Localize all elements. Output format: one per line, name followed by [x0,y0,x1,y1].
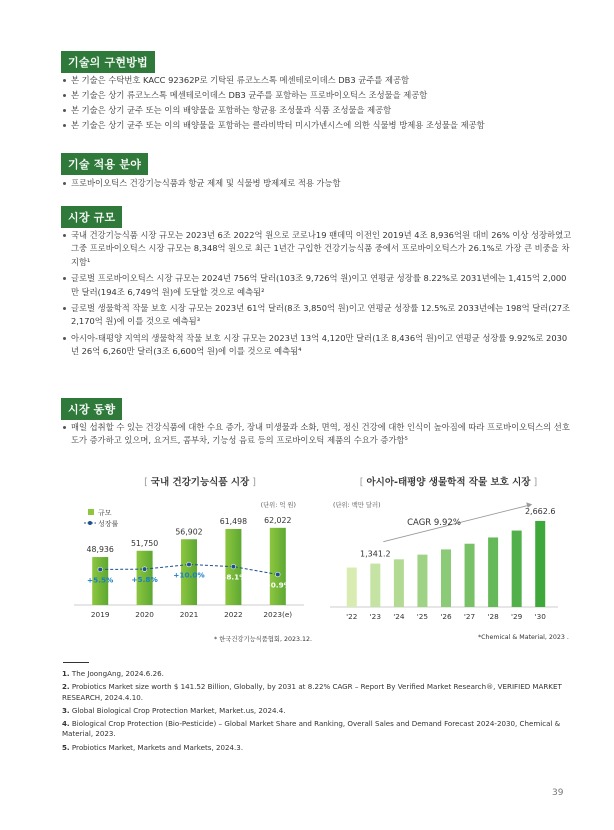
chart1-x-tick-label: 2020 [135,610,154,619]
method-bullet: 본 기술은 상기 균주 또는 이의 배양물을 포함하는 클라비박터 미시가넨시스에 의한 식물병 방제용 조성물을 제공함 [62,119,572,132]
chart2-title: [ 아시아-태평양 생물학적 작물 보호 시장 ] [359,477,538,488]
chart1-title: [ 국내 건강기능식품 시장 ] [144,477,256,488]
chart2-x-tick-label: '22 [346,612,358,621]
chart1-bar-value-label: 61,498 [219,516,248,526]
chart1-growth-point [231,564,236,569]
chart1-x-tick-label: 2019 [90,610,110,619]
section-heading-application: 기술 적용 분야 [61,153,148,175]
chart1-legend-line-dot [88,521,92,525]
footnote-item: 4. Biological Crop Protection (Bio-Pesticide) – Global Market Share and Ranking, Overall Sales and Demand Forecast 2024-2030, Chemical & Material, 2023. [62,718,561,739]
chart1-bar-value-label: 62,022 [264,515,292,525]
chart1-legend-bar-swatch [88,509,94,515]
chart1-bar [270,528,286,605]
chart2-bar [488,537,498,607]
chart2-bar-value-label: 1,341.2 [360,549,391,559]
footnote-item: 1. The JoongAng, 2024.6.26. [62,669,164,678]
chart1-growth-label: +10.0% [173,570,205,580]
footnote-item: 5. Probiotics Market, Markets and Markets, 2024.3. [62,742,244,752]
section-heading-trend: 시장 동향 [61,398,122,420]
chart2-bar [535,521,545,607]
chart1-growth-label: +5.5% [87,575,114,585]
chart1-growth-label: +0.9% [264,580,291,590]
market-size-bullet: 글로벌 프로바이오틱스 시장 규모는 2024년 756억 달러(103조 9,726억 원)이고 연평균 성장률 8.22%로 2031년에는 1,415억 2,000만 달러(194조 6,749억 원)에 도달할 것으로 예측됨² [62,272,572,299]
market-size-bullet: 글로벌 생물학적 작물 보호 시장 규모는 2023년 61억 달러(8조 3,850억 원)이고 연평균 성장률 12.5%로 2033년에는 198억 달러(27조 2,170억 원)에 이를 것으로 예측됨³ [62,302,572,329]
section-heading-market-size: 시장 규모 [61,206,122,228]
chart2-title-text: 아시아-태평양 생물학적 작물 보호 시장 [366,477,531,488]
footnote-item: 3. Global Biological Crop Protection Market, Market.us, 2024.4. [62,705,286,715]
chart2-x-tick-label: '27 [463,612,476,621]
chart2-bar [370,564,380,607]
chart1-x-tick-label: 2021 [179,610,199,619]
chart2-x-tick-label: '25 [416,612,429,621]
chart2-bar [347,568,357,607]
method-bullet-list [62,74,572,134]
chart2-x-tick-label: '29 [511,612,523,621]
page-number: 39 [552,788,564,798]
method-bullet: 본 기술은 상기 균주 또는 이의 배양물을 포함하는 항균용 조성물과 식품 조성물을 제공함 [62,104,572,117]
chart2-bar [512,531,522,607]
chart1-legend-bar-label: 규모 [98,509,112,517]
market-size-bullet: 아시아-태평양 지역의 생물학적 작물 보호 시장 규모는 2023년 13억 4,120만 달러(1조 8,436억 원)이고 연평균 성장률 9.92%로 2030년 26억 6,260만 달러(3조 6,600억 원)에 이를 것으로 예측됨⁴ [62,332,572,359]
chart2-bar [417,555,427,607]
chart2-bar [394,559,404,607]
chart2-x-tick-label: '24 [393,612,405,621]
chart2-unit: (단위: 백만 달러) [333,502,381,509]
chart1-bar-value-label: 48,936 [86,545,114,555]
chart2-bar [465,544,475,607]
market-size-bullet: 국내 건강기능식품 시장 규모는 2023년 6조 2022억 원으로 코로나19 팬데믹 이전인 2019년 4조 8,936억원 대비 26% 이상 성장하였고 그중 프로바이오틱스 시장 규모는 8,348억 원으로 최근 1년간 구입한 건강기능식품 중에서 프로바이오틱스가 26.1%로 가장 큰 비중을 차지함¹ [62,229,572,269]
method-bullet: 본 기술은 수탁번호 KACC 92362P로 기탁된 류코노스톡 메센테로이데스 DB3 균주를 제공함 [62,74,572,87]
chart1-growth-label: +5.8% [131,575,158,585]
chart1-growth-point [276,572,281,577]
chart1-x-tick-label: 2022 [224,610,243,619]
chart1-bar-value-label: 56,902 [175,527,203,537]
footnote-item: 2. Probiotics Market size worth $ 141.52 Billion, Globally, by 2031 at 8.22% CAGR – Report By Verified Market Research®, VERIFIED MARKET RESEARCH, 2024.4.10. [62,682,562,702]
chart1-unit: (단위: 억 원) [260,502,296,509]
trend-bullet-list [62,421,572,451]
chart1-growth-point [98,567,103,572]
domestic-health-food-chart [60,495,310,630]
trend-bullet: 매일 섭취할 수 있는 건강식품에 대한 수요 증가, 장내 미생물과 소화, 면역, 정신 건강에 대한 인식이 높아짐에 따라 프로바이오틱스의 선호도가 증가하고 있으며, 요거트, 콤부차, 기능성 음료 등의 프로바이오틱 제품의 수요가 증가함⁵ [62,421,572,448]
chart1-growth-point [142,567,147,572]
chart2-bar-value-label: 2,662.6 [524,506,556,516]
apac-crop-protection-chart [330,495,562,630]
market-size-bullet-list [62,229,572,362]
chart2-x-tick-label: '30 [534,612,546,621]
application-bullet: 프로바이오틱스 건강기능식품과 항균 제제 및 식물병 방제제로 적용 가능함 [62,177,572,190]
footnote-divider [63,662,89,663]
chart1-growth-label: +8.1% [220,572,247,582]
chart1-growth-point [187,562,192,567]
chart2-x-tick-label: '26 [440,612,452,621]
chart2-bar [441,549,451,607]
chart2-cagr-annotation: CAGR 9.92% [407,518,461,528]
chart1-bar-value-label: 51,750 [130,538,159,548]
chart1-title-text: 국내 건강기능식품 시장 [150,477,250,488]
chart2-source: *Chemical & Material, 2023 . [478,634,569,641]
chart1-x-tick-label: 2023(e) [263,610,293,619]
section-heading-method: 기술의 구현방법 [61,51,155,73]
chart2-x-tick-label: '28 [487,612,499,621]
method-bullet: 본 기술은 상기 류코노스톡 메센테로이데스 DB3 균주를 포함하는 프로바이오틱스 조성물을 제공함 [62,89,572,102]
chart1-legend-line-label: 성장률 [98,520,119,528]
footnote-list [62,669,574,756]
chart2-x-tick-label: '23 [369,612,381,621]
application-bullet-list [62,177,572,193]
chart1-source: * 한국건강기능식품협회, 2023.12. [214,636,313,643]
